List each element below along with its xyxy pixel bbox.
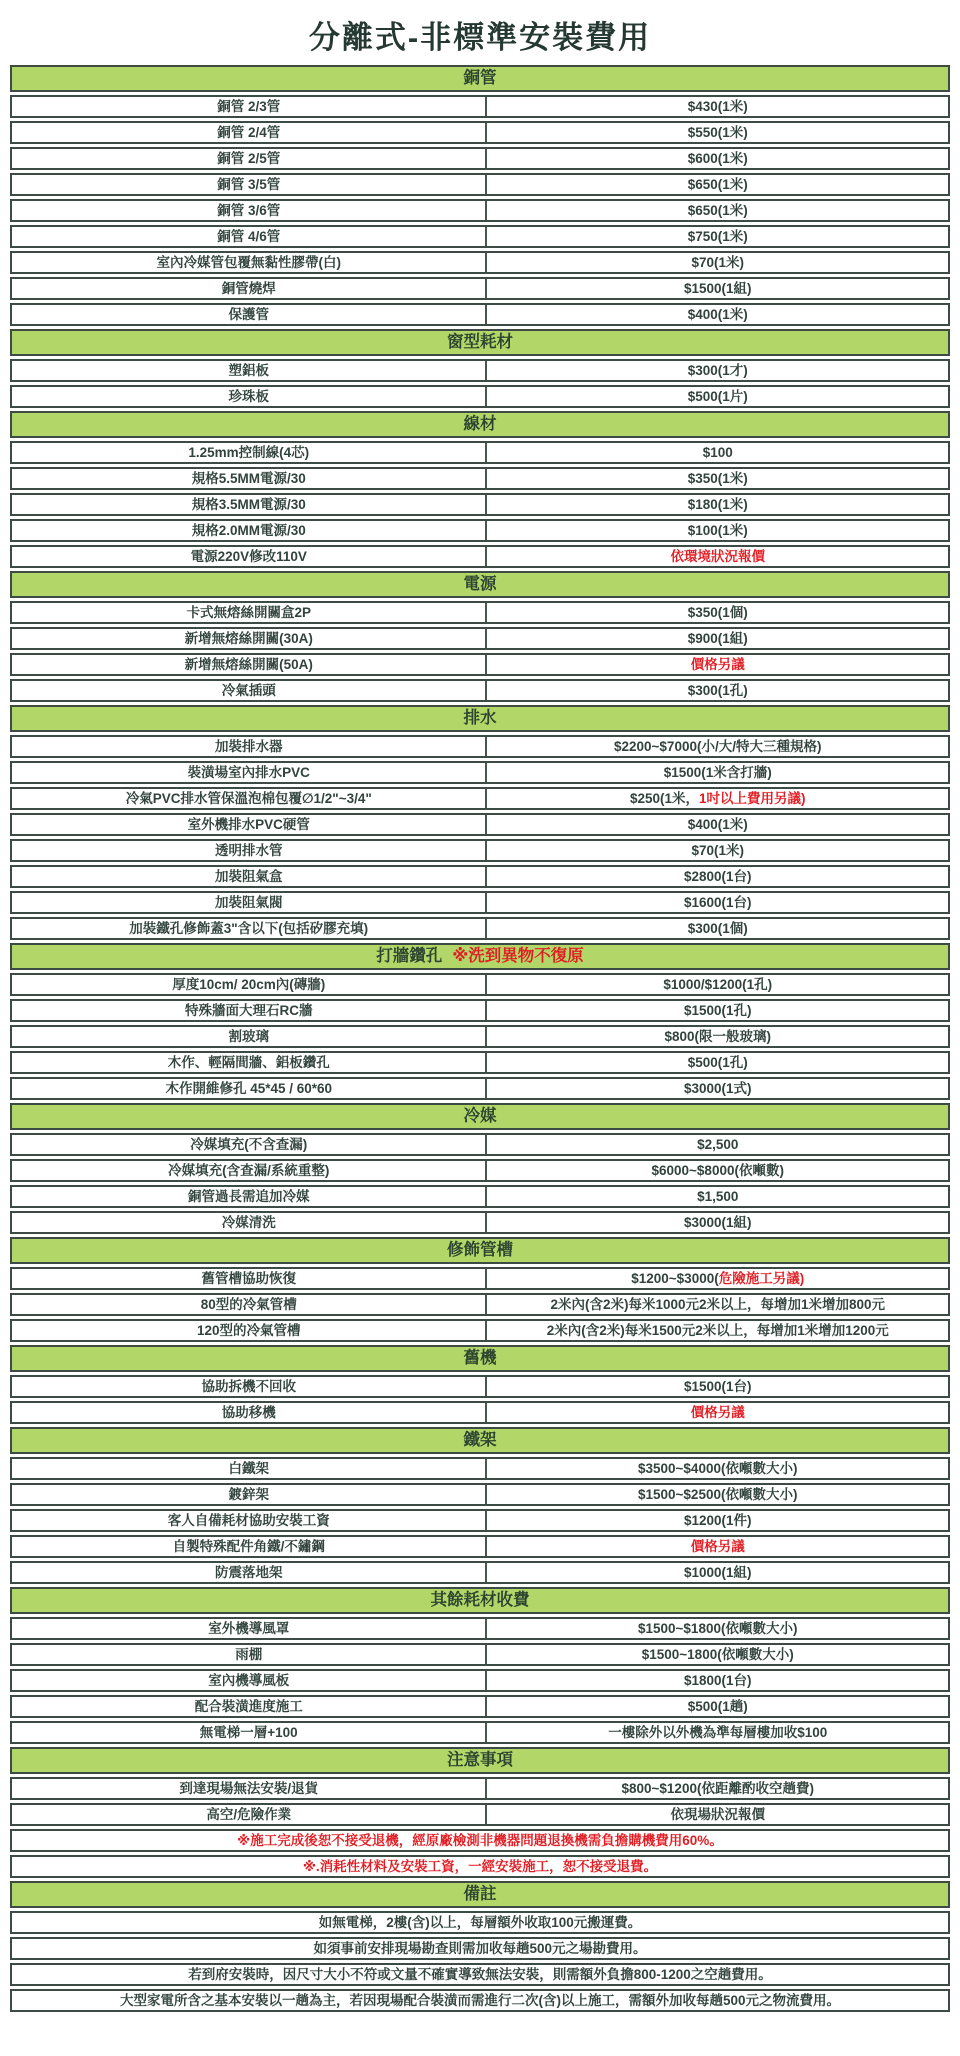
item-label-cell: 裝潢場室內排水PVC bbox=[12, 763, 487, 782]
item-label-cell: 防震落地架 bbox=[12, 1563, 487, 1582]
item-price-cell: $500(1片) bbox=[687, 389, 748, 404]
item-price-cell: $3000(1組) bbox=[683, 1215, 752, 1230]
table-row bbox=[10, 1211, 950, 1234]
item-label-cell: 木作、輕隔間牆、鋁板鑽孔 bbox=[12, 1053, 487, 1072]
table-row bbox=[10, 147, 950, 170]
item-label-cell: 規格2.0MM電源/30 bbox=[12, 521, 487, 540]
table-row bbox=[10, 1077, 950, 1100]
item-price-cell: $900(1組) bbox=[687, 631, 748, 646]
item-label-cell: 冷氣PVC排水管保溫泡棉包覆∅1/2"~3/4" bbox=[12, 789, 487, 808]
table-row bbox=[10, 1159, 950, 1182]
table-row bbox=[10, 385, 950, 408]
item-label-cell: 新增無熔絲開關(50A) bbox=[12, 655, 487, 674]
item-price-cell: $550(1米) bbox=[687, 125, 748, 140]
table-row bbox=[10, 627, 950, 650]
item-label-cell: 加裝阻氣閥 bbox=[12, 893, 487, 912]
item-price-cell: $2800(1台) bbox=[683, 869, 752, 884]
table-row bbox=[10, 1911, 950, 1934]
item-price-cell: $400(1米) bbox=[687, 817, 748, 832]
section-header: 冷媒 bbox=[10, 1103, 950, 1130]
item-label-cell: 無電梯一層+100 bbox=[12, 1723, 487, 1742]
item-price-cell: $350(1米) bbox=[687, 471, 748, 486]
item-price-cell: $1,500 bbox=[697, 1189, 739, 1204]
note-row-text: ※施工完成後恕不接受退機，經原廠檢測非機器問題退換機需負擔購機費用60%。 bbox=[237, 1833, 723, 1848]
item-price-cell: 價格另議 bbox=[690, 1405, 745, 1420]
item-price-cell bbox=[487, 789, 948, 808]
item-label-cell: 白鐵架 bbox=[12, 1459, 487, 1478]
item-price-cell: $3500~$4000(依噸數大小) bbox=[638, 1461, 798, 1476]
note-row-text: 大型家電所含之基本安裝以一趟為主，若因現場配合裝潢而需進行二次(含)以上施工，需額外加收每趟500元之物流費用。 bbox=[119, 1993, 840, 2008]
table-row bbox=[10, 1457, 950, 1480]
price-note-red: 1吋以上費用另議) bbox=[699, 791, 806, 806]
table-row bbox=[10, 173, 950, 196]
section-header: 鐵架 bbox=[10, 1427, 950, 1454]
table-row bbox=[10, 601, 950, 624]
item-price-cell: $430(1米) bbox=[687, 99, 748, 114]
table-row bbox=[10, 839, 950, 862]
item-label-cell: 電源220V修改110V bbox=[12, 547, 487, 566]
item-price-cell: 2米內(含2米)每米1500元2米以上，每增加1米增加1200元 bbox=[546, 1323, 889, 1338]
item-label-cell: 室內機導風板 bbox=[12, 1671, 487, 1690]
item-price-cell: $750(1米) bbox=[687, 229, 748, 244]
item-price-cell: 價格另議 bbox=[690, 657, 745, 672]
table-row bbox=[10, 303, 950, 326]
table-row bbox=[10, 1617, 950, 1640]
item-label-cell: 銅管 4/6管 bbox=[12, 227, 487, 246]
price-note-red: 危險施工另議) bbox=[718, 1271, 805, 1286]
item-price-cell: $300(1才) bbox=[687, 363, 748, 378]
item-price-cell: $1000/$1200(1孔) bbox=[663, 977, 773, 992]
table-row bbox=[10, 1375, 950, 1398]
item-price-cell: $500(1趟) bbox=[687, 1699, 748, 1714]
item-price-cell: $600(1米) bbox=[687, 151, 748, 166]
item-price-cell: $800(限一般玻璃) bbox=[664, 1029, 771, 1044]
item-label-cell: 冷氣插頭 bbox=[12, 681, 487, 700]
note-row-text: 若到府安裝時，因尺寸大小不符或文量不確實導致無法安裝，則需額外負擔800-1200之空趟費用。 bbox=[188, 1967, 772, 1982]
section-header: 打牆鑽孔 ※洗到異物不復原 bbox=[10, 943, 950, 970]
item-label-cell: 銅管 3/5管 bbox=[12, 175, 487, 194]
item-label-cell: 特殊牆面大理石RC牆 bbox=[12, 1001, 487, 1020]
item-label-cell: 120型的冷氣管槽 bbox=[12, 1321, 487, 1340]
section-header: 排水 bbox=[10, 705, 950, 732]
item-price-cell: $1600(1台) bbox=[683, 895, 752, 910]
item-label-cell: 珍珠板 bbox=[12, 387, 487, 406]
section-header: 銅管 bbox=[10, 65, 950, 92]
item-price-cell: $300(1個) bbox=[687, 921, 748, 936]
item-price-cell: $650(1米) bbox=[687, 203, 748, 218]
section-header: 線材 bbox=[10, 411, 950, 438]
item-label-cell: 室外機導風罩 bbox=[12, 1619, 487, 1638]
table-row bbox=[10, 121, 950, 144]
table-row bbox=[10, 999, 950, 1022]
item-price-cell: $1200(1件) bbox=[683, 1513, 752, 1528]
item-label-cell: 銅管 3/6管 bbox=[12, 201, 487, 220]
note-row-text: 如無電梯，2樓(含)以上，每層額外收取100元搬運費。 bbox=[318, 1915, 642, 1930]
table-row bbox=[10, 1695, 950, 1718]
table-row bbox=[10, 1963, 950, 1986]
item-label-cell: 卡式無熔絲開關盒2P bbox=[12, 603, 487, 622]
item-price-cell: $6000~$8000(依噸數) bbox=[651, 1163, 784, 1178]
table-row bbox=[10, 1989, 950, 2012]
item-price-cell: 一樓除外以外機為準每層樓加收$100 bbox=[608, 1725, 828, 1740]
item-label-cell: 規格5.5MM電源/30 bbox=[12, 469, 487, 488]
item-label-cell: 冷媒清洗 bbox=[12, 1213, 487, 1232]
table-row bbox=[10, 1401, 950, 1424]
item-label-cell: 銅管過長需追加冷媒 bbox=[12, 1187, 487, 1206]
table-row bbox=[10, 1777, 950, 1800]
table-row bbox=[10, 1293, 950, 1316]
item-label-cell: 冷媒填充(含查漏/系統重整) bbox=[12, 1161, 487, 1180]
page-title: 分離式-非標準安裝費用 bbox=[308, 20, 652, 55]
table-row bbox=[10, 1319, 950, 1342]
table-row bbox=[10, 493, 950, 516]
item-label-cell: 銅管 2/3管 bbox=[12, 97, 487, 116]
table-row bbox=[10, 891, 950, 914]
table-row bbox=[10, 1855, 950, 1878]
section-header: 修飾管槽 bbox=[10, 1237, 950, 1264]
item-label-cell: 加裝排水器 bbox=[12, 737, 487, 756]
item-label-cell: 冷媒填充(不含查漏) bbox=[12, 1135, 487, 1154]
item-label-cell: 室外機排水PVC硬管 bbox=[12, 815, 487, 834]
item-label-cell: 配合裝潢進度施工 bbox=[12, 1697, 487, 1716]
table-row bbox=[10, 467, 950, 490]
item-label-cell: 協助拆機不回收 bbox=[12, 1377, 487, 1396]
item-price-cell: 依現場狀況報價 bbox=[670, 1807, 765, 1822]
item-price-cell: $2,500 bbox=[697, 1137, 739, 1152]
item-price-cell: $100(1米) bbox=[687, 523, 748, 538]
item-price-cell: $300(1孔) bbox=[687, 683, 748, 698]
item-label-cell: 80型的冷氣管槽 bbox=[12, 1295, 487, 1314]
item-price-cell: $1500~1800(依噸數大小) bbox=[641, 1647, 794, 1662]
section-header: 電源 bbox=[10, 571, 950, 598]
item-label-cell: 厚度10cm/ 20cm內(磚牆) bbox=[12, 975, 487, 994]
section-header: 其餘耗材收費 bbox=[10, 1587, 950, 1614]
table-row bbox=[10, 359, 950, 382]
table-row bbox=[10, 1721, 950, 1744]
item-label-cell: 協助移機 bbox=[12, 1403, 487, 1422]
item-price-cell: $1500~$2500(依噸數大小) bbox=[638, 1487, 798, 1502]
table-row bbox=[10, 1803, 950, 1826]
item-label-cell: 銅管燒焊 bbox=[12, 279, 487, 298]
item-price-cell: 價格另議 bbox=[690, 1539, 745, 1554]
table-row bbox=[10, 1937, 950, 1960]
note-row-text: 如須事前安排現場勘查則需加收每趟500元之場勘費用。 bbox=[313, 1941, 647, 1956]
item-label-cell: 割玻璃 bbox=[12, 1027, 487, 1046]
table-row bbox=[10, 1185, 950, 1208]
item-label-cell: 室內冷媒管包覆無黏性膠帶(白) bbox=[12, 253, 487, 272]
table-row bbox=[10, 653, 950, 676]
item-price-cell: $1500(1孔) bbox=[683, 1003, 752, 1018]
fee-table bbox=[10, 65, 950, 2012]
item-label-cell: 舊管槽協助恢復 bbox=[12, 1269, 487, 1288]
item-label-cell: 透明排水管 bbox=[12, 841, 487, 860]
price-text: $250(1米， bbox=[629, 791, 699, 806]
table-row bbox=[10, 787, 950, 810]
table-row bbox=[10, 1267, 950, 1290]
table-row bbox=[10, 1509, 950, 1532]
item-price-cell: $3000(1式) bbox=[683, 1081, 752, 1096]
table-row bbox=[10, 519, 950, 542]
item-price-cell: $800~$1200(依距離酌收空趟費) bbox=[621, 1781, 814, 1796]
table-row bbox=[10, 973, 950, 996]
table-row bbox=[10, 1561, 950, 1584]
item-label-cell: 新增無熔絲開關(30A) bbox=[12, 629, 487, 648]
section-header-note: ※洗到異物不復原 bbox=[452, 947, 584, 965]
item-price-cell: $100 bbox=[702, 445, 733, 460]
item-label-cell: 塑鋁板 bbox=[12, 361, 487, 380]
item-label-cell: 自製特殊配件角鐵/不鏽鋼 bbox=[12, 1537, 487, 1556]
item-label-cell: 客人自備耗材協助安裝工資 bbox=[12, 1511, 487, 1530]
table-row bbox=[10, 225, 950, 248]
table-row bbox=[10, 1669, 950, 1692]
item-price-cell: $2200~$7000(小/大/特大三種規格) bbox=[614, 739, 822, 754]
item-label-cell: 到達現場無法安裝/退貨 bbox=[12, 1779, 487, 1798]
item-price-cell: 2米內(含2米)每米1000元2米以上，每增加1米增加800元 bbox=[550, 1297, 886, 1312]
table-row bbox=[10, 1025, 950, 1048]
item-label-cell: 加裝阻氣盒 bbox=[12, 867, 487, 886]
item-price-cell: $1000(1組) bbox=[683, 1565, 752, 1580]
item-price-cell: $1500~$1800(依噸數大小) bbox=[638, 1621, 798, 1636]
item-label-cell: 雨棚 bbox=[12, 1645, 487, 1664]
item-price-cell: $650(1米) bbox=[687, 177, 748, 192]
item-price-cell: $1500(1台) bbox=[683, 1379, 752, 1394]
table-row bbox=[10, 679, 950, 702]
item-label-cell: 銅管 2/4管 bbox=[12, 123, 487, 142]
item-label-cell: 高空/危險作業 bbox=[12, 1805, 487, 1824]
item-label-cell: 加裝鐵孔修飾蓋3"含以下(包括矽膠充填) bbox=[12, 919, 487, 938]
item-label-cell: 1.25mm控制線(4芯) bbox=[12, 443, 487, 462]
item-price-cell: $1500(1米含打牆) bbox=[663, 765, 772, 780]
table-row bbox=[10, 441, 950, 464]
table-row bbox=[10, 917, 950, 940]
table-row bbox=[10, 1133, 950, 1156]
item-price-cell: $400(1米) bbox=[687, 307, 748, 322]
table-row bbox=[10, 813, 950, 836]
item-label-cell: 木作開維修孔 45*45 / 60*60 bbox=[12, 1079, 487, 1098]
table-row bbox=[10, 251, 950, 274]
item-price-cell: $350(1個) bbox=[687, 605, 748, 620]
table-row bbox=[10, 1829, 950, 1852]
table-row bbox=[10, 761, 950, 784]
item-price-cell: $1500(1組) bbox=[683, 281, 752, 296]
item-label-cell: 保護管 bbox=[12, 305, 487, 324]
table-row bbox=[10, 735, 950, 758]
item-label-cell: 規格3.5MM電源/30 bbox=[12, 495, 487, 514]
item-price-cell: $500(1孔) bbox=[687, 1055, 748, 1070]
item-price-cell: $70(1米) bbox=[691, 255, 744, 270]
note-row-text: ※.消耗性材料及安裝工資，一經安裝施工，恕不接受退費。 bbox=[302, 1859, 658, 1874]
table-row bbox=[10, 1535, 950, 1558]
item-price-cell bbox=[487, 1269, 948, 1288]
table-row bbox=[10, 545, 950, 568]
section-header: 舊機 bbox=[10, 1345, 950, 1372]
item-price-cell: $70(1米) bbox=[691, 843, 744, 858]
table-row bbox=[10, 1643, 950, 1666]
item-price-cell: $1800(1台) bbox=[683, 1673, 752, 1688]
item-label-cell: 銅管 2/5管 bbox=[12, 149, 487, 168]
table-row bbox=[10, 865, 950, 888]
table-row bbox=[10, 277, 950, 300]
section-header: 備註 bbox=[10, 1881, 950, 1908]
item-price-cell: 依環境狀況報價 bbox=[670, 549, 765, 564]
table-row bbox=[10, 199, 950, 222]
table-row bbox=[10, 1483, 950, 1506]
item-price-cell: $180(1米) bbox=[687, 497, 748, 512]
section-header: 注意事項 bbox=[10, 1747, 950, 1774]
section-header: 窗型耗材 bbox=[10, 329, 950, 356]
price-text: $1200~$3000( bbox=[631, 1271, 719, 1286]
item-label-cell: 鍍鋅架 bbox=[12, 1485, 487, 1504]
table-row bbox=[10, 95, 950, 118]
table-row bbox=[10, 1051, 950, 1074]
